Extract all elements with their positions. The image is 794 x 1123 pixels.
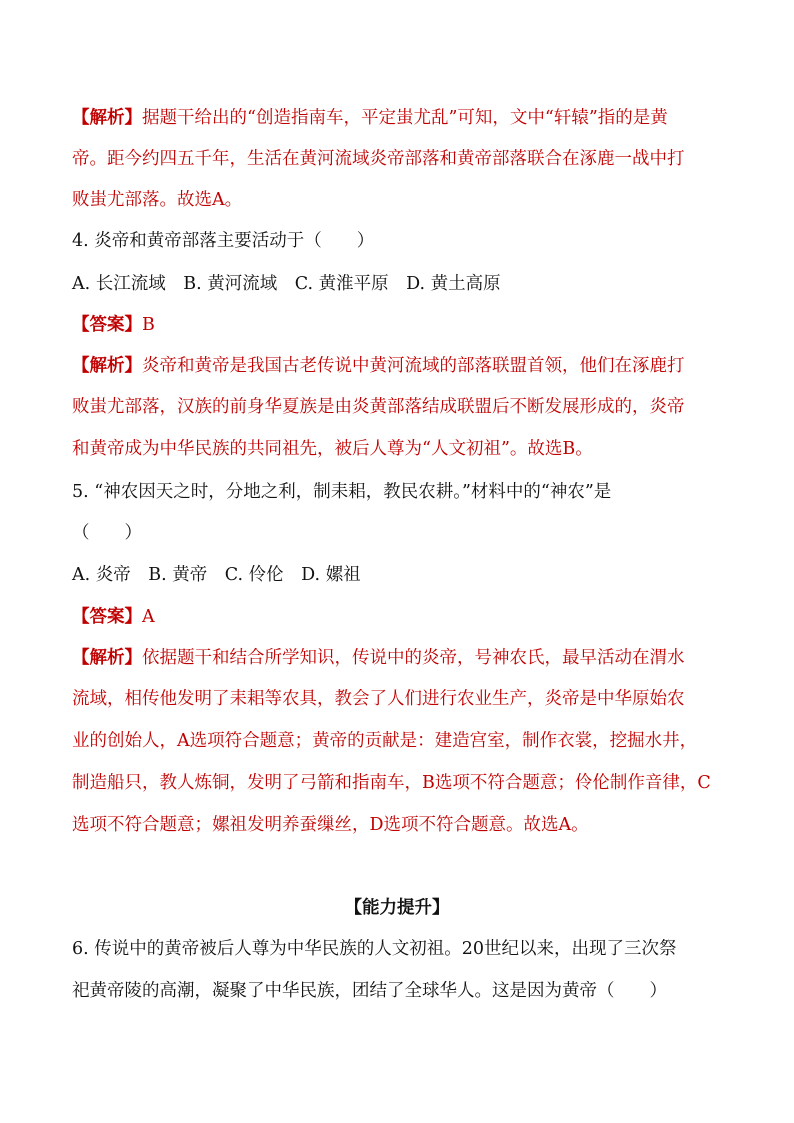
answer-value: B xyxy=(142,315,155,335)
q5-stem-line-1: 5. “神农因天之时，分地之利，制耒耜，教民农耕。”材料中的“神农”是 xyxy=(72,482,612,502)
section-title: 【能力提升】 xyxy=(344,898,450,918)
analysis-tag: 【解析】 xyxy=(72,108,142,128)
q4-analysis-line-3: 和黄帝成为中华民族的共同祖先，被后人尊为“人文初祖”。故选B。 xyxy=(72,439,593,459)
q5-analysis-line-3: 业的创始人，A选项符合题意；黄帝的贡献是：建造宫室，制作衣裳，挖掘水井， xyxy=(72,731,698,751)
q4-analysis-line-1: 【解析】炎帝和黄帝是我国古老传说中黄河流域的部落联盟首领，他们在涿鹿打 xyxy=(72,356,685,376)
answer-value: A xyxy=(142,607,155,627)
q4-stem: 4. 炎帝和黄帝部落主要活动于（ ） xyxy=(72,231,375,251)
q5-answer xyxy=(72,605,734,629)
q4-answer xyxy=(72,313,734,337)
answer-tag: 【答案】 xyxy=(72,607,142,627)
answer-tag: 【答案】 xyxy=(72,315,142,335)
q5-stem-line-2: （ ） xyxy=(72,523,142,543)
q3-analysis-line-1: 【解析】据题干给出的“创造指南车，平定蚩尤乱”可知，文中“轩辕”指的是黄 xyxy=(72,108,668,128)
q5-analysis-line-2: 流域，相传他发明了耒耜等农具，教会了人们进行农业生产，炎帝是中华原始农 xyxy=(72,689,685,709)
analysis-tag: 【解析】 xyxy=(72,648,142,668)
q3-analysis-line-3: 败蚩尤部落。故选A。 xyxy=(72,190,243,210)
analysis-tag: 【解析】 xyxy=(72,356,142,376)
q5-analysis-line-4: 制造船只，教人炼铜，发明了弓箭和指南车，B选项不符合题意；伶伦制作音律，C xyxy=(72,773,711,793)
q4-options: A. 长江流域 B. 黄河流域 C. 黄淮平原 D. 黄土高原 xyxy=(72,274,501,294)
q6-stem-line-1: 6. 传说中的黄帝被后人尊为中华民族的人文初祖。20世纪以来，出现了三次祭 xyxy=(72,939,677,959)
q5-analysis-line-5: 选项不符合题意；嫘祖发明养蚕缫丝，D选项不符合题意。故选A。 xyxy=(72,815,589,835)
q4-analysis-line-2: 败蚩尤部落，汉族的前身华夏族是由炎黄部落结成联盟后不断发展形成的，炎帝 xyxy=(72,397,685,417)
q5-options: A. 炎帝 B. 黄帝 C. 伶伦 D. 嫘祖 xyxy=(72,565,361,585)
q5-analysis-line-1: 【解析】依据题干和结合所学知识，传说中的炎帝，号神农氏，最早活动在渭水 xyxy=(72,648,685,668)
q3-analysis-line-2: 帝。距今约四五千年，生活在黄河流域炎帝部落和黄帝部落联合在涿鹿一战中打 xyxy=(72,149,685,169)
q6-stem-line-2: 祀黄帝陵的高潮，凝聚了中华民族，团结了全球华人。这是因为黄帝（ ） xyxy=(72,981,667,1001)
